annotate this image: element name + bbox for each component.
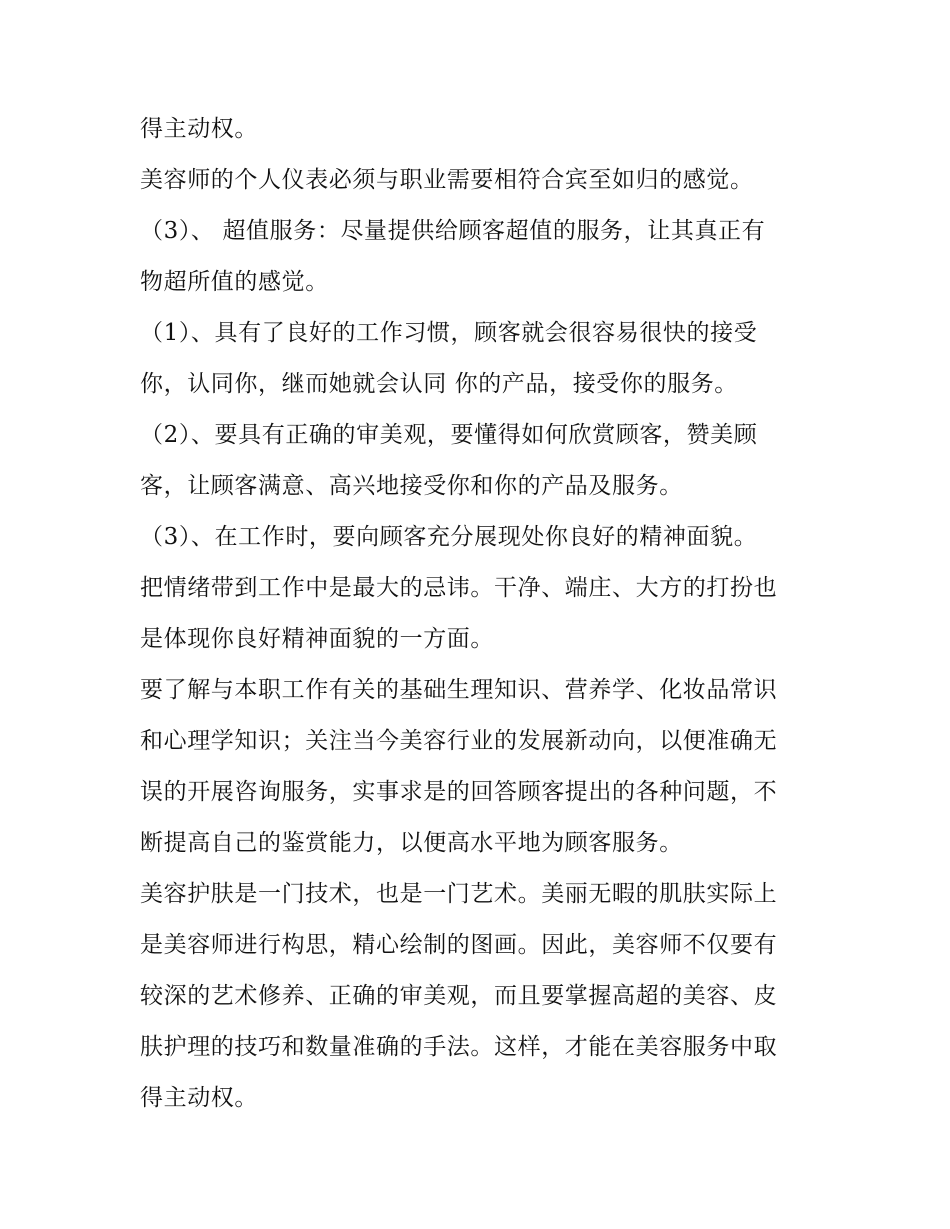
- text-line: 把情绪带到工作中是最大的忌讳。干净、端庄、大方的打扮也: [140, 575, 778, 601]
- text-line: 是美容师进行构思，精心绘制的图画。因此，美容师不仅要有: [140, 932, 778, 958]
- text-line: 误的开展咨询服务，实事求是的回答顾客提出的各种问题，不: [140, 779, 778, 805]
- text-line: 得主动权。: [140, 116, 258, 142]
- document-body: [140, 104, 820, 1124]
- text-line: 美容护肤是一门技术，也是一门艺术。美丽无暇的肌肤实际上: [140, 881, 778, 907]
- text-line: 你，认同你，继而她就会认同 你的产品，接受你的服务。: [140, 371, 738, 397]
- text-line: 是体现你良好精神面貌的一方面。: [140, 626, 494, 652]
- text-line: 较深的艺术修养、正确的审美观，而且要掌握高超的美容、皮: [140, 983, 778, 1009]
- text-line: 美容师的个人仪表必须与职业需要相符合宾至如归的感觉。: [140, 167, 754, 193]
- text-line: 断提高自己的鉴赏能力，以便高水平地为顾客服务。: [140, 830, 683, 856]
- text-line: 和心理学知识；关注当今美容行业的发展新动向，以便准确无: [140, 728, 778, 754]
- text-line: （2）、要具有正确的审美观，要懂得如何欣赏顾客，赞美顾: [140, 422, 758, 448]
- text-line: 肤护理的技巧和数量准确的手法。这样，才能在美容服务中取: [140, 1034, 778, 1060]
- text-line: （3）、在工作时，要向顾客充分展现处你良好的精神面貌。: [140, 524, 758, 550]
- text-line: 客，让顾客满意、高兴地接受你和你的产品及服务。: [140, 473, 683, 499]
- text-line: 物超所值的感觉。: [140, 269, 329, 295]
- text-line: 要了解与本职工作有关的基础生理知识、营养学、化妆品常识: [140, 677, 778, 703]
- text-line: 得主动权。: [140, 1085, 258, 1111]
- text-line: （1）、具有了良好的工作习惯，顾客就会很容易很快的接受: [140, 320, 758, 346]
- text-line: （3）、 超值服务：尽量提供给顾客超值的服务，让其真正有: [140, 218, 766, 244]
